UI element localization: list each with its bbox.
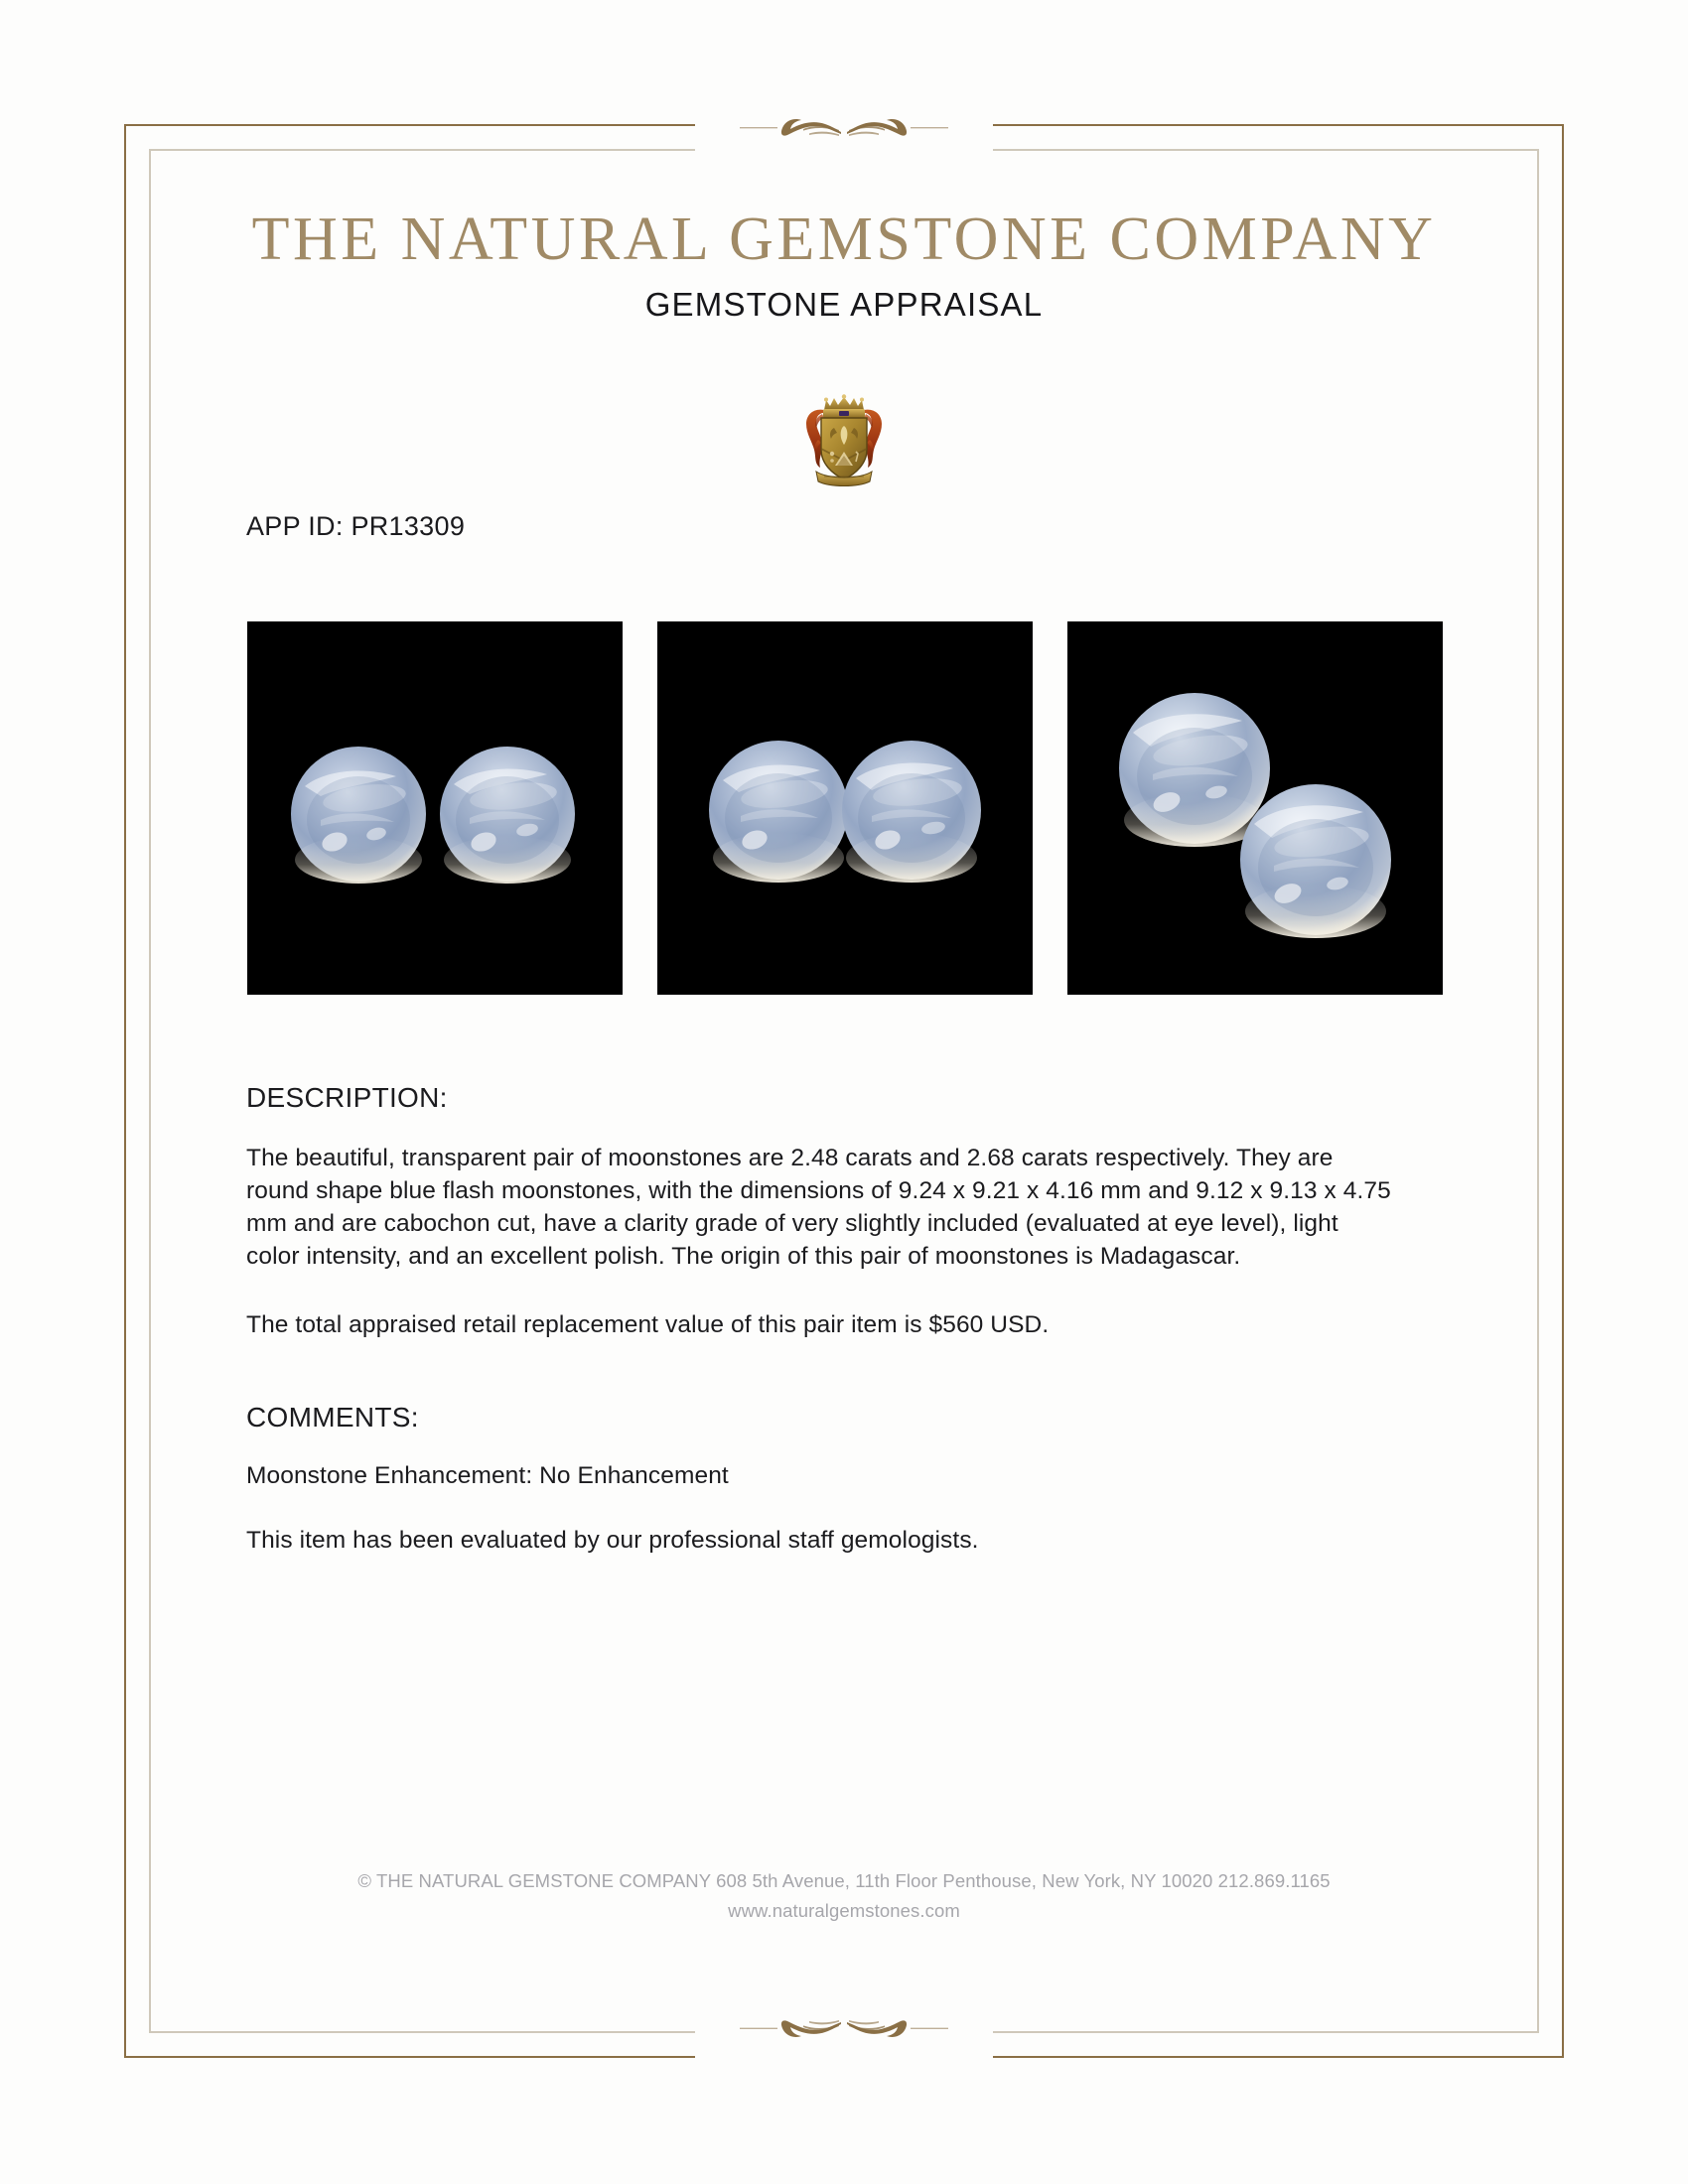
gem-photo-1 bbox=[247, 621, 623, 995]
description-heading: DESCRIPTION: bbox=[246, 1082, 448, 1113]
gem-photo-3 bbox=[1067, 621, 1443, 995]
gem-photo-2 bbox=[657, 621, 1033, 995]
footer-address-line: © THE NATURAL GEMSTONE COMPANY 608 5th Avenue, 11th Floor Penthouse, New York, NY 10020 212.869.1165 bbox=[357, 1870, 1331, 1891]
heraldic-crest-icon bbox=[794, 392, 894, 487]
app-id-label: APP ID: PR13309 bbox=[246, 511, 466, 541]
gem-photo-strip bbox=[247, 621, 1443, 995]
document-header bbox=[149, 205, 1539, 323]
appraised-value-statement: The total appraised retail replacement value of this pair item is $560 USD. bbox=[246, 1311, 1050, 1338]
document-subtitle: GEMSTONE APPRAISAL bbox=[644, 286, 1044, 323]
description-body: The beautiful, transparent pair of moonstones are 2.48 carats and 2.68 carats respectively. They are round shape blue flash moonstones, with the dimensions of 9.24 x 9.21 x 4.16 mm and 9.12 x 9.13 x 4.75 mm and are cabochon cut, have a clarity grade of very slightly included (evaluated at eye level), light color intensity, and an excellent polish. The origin of this pair of moonstones is Madagascar. bbox=[246, 1145, 1391, 1270]
footer-website-line: www.naturalgemstones.com bbox=[728, 1900, 960, 1921]
comments-heading: COMMENTS: bbox=[246, 1402, 419, 1433]
company-title: THE NATURAL GEMSTONE COMPANY bbox=[251, 205, 1437, 273]
comments-enhancement-line: Moonstone Enhancement: No Enhancement bbox=[246, 1462, 729, 1489]
comments-evaluation-line: This item has been evaluated by our professional staff gemologists. bbox=[246, 1527, 979, 1554]
page-footer bbox=[149, 1866, 1539, 1926]
